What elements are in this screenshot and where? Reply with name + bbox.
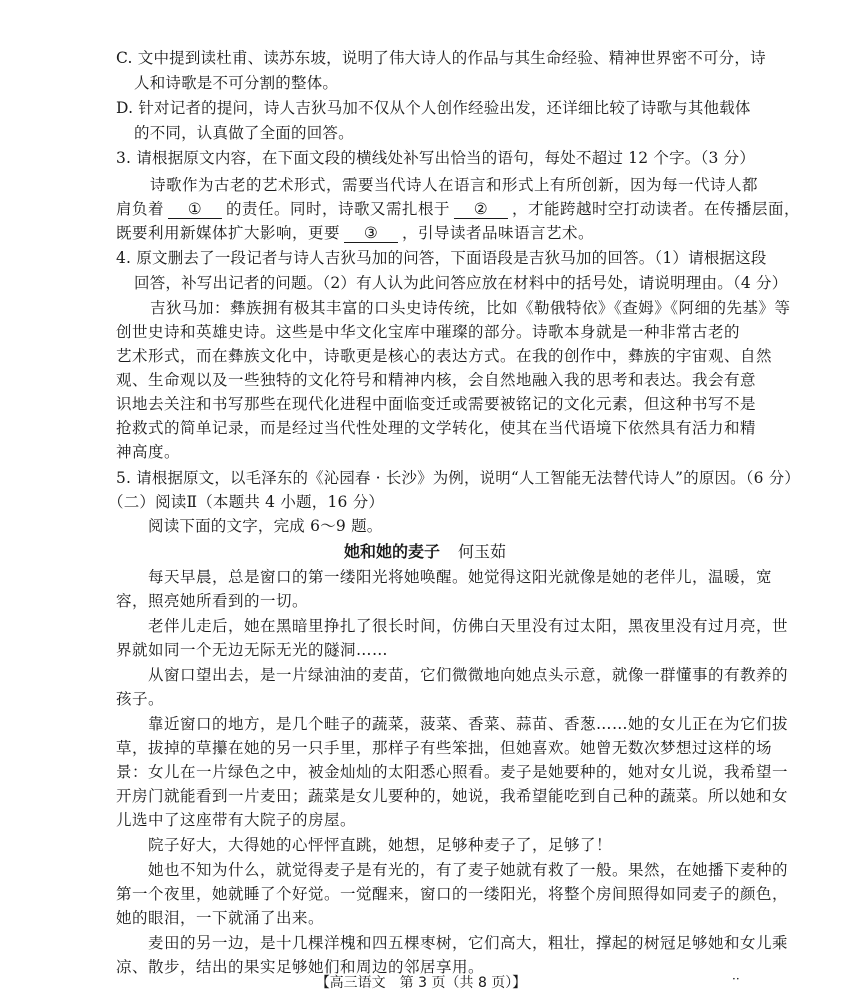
question-3-passage-line-3: 既要利用新媒体扩大影响，更要 ③ ，引导读者品味语言艺术。 (116, 224, 595, 242)
story-line-10: 开房门就能看到一片麦田；蔬菜是女儿要种的，她说，我希望能吃到自己种的蔬菜。所以她和女 (116, 787, 789, 805)
question-3-passage-line-1: 诗歌作为古老的艺术形式，需要当代诗人在语言和形式上有所创新，因为每一代诗人都 (150, 176, 759, 194)
story-line-12: 院子好大，大得她的心怦怦直跳，她想，足够种麦子了，足够了！ (148, 836, 613, 854)
story-line-17: 凉、散步，结出的果实足够她们和周边的邻居享用。 (116, 958, 485, 976)
option-d-line-1: D. 针对记者的提问，诗人吉狄马加不仅从个人创作经验出发，还详细比较了诗歌与其他载体 (116, 99, 751, 117)
blank-1: ① (168, 200, 222, 219)
quote-line-7: 神高度。 (116, 443, 181, 461)
quote-line-1: 吉狄马加：彝族拥有极其丰富的口头史诗传统，比如《勒俄特依》《查姆》《阿细的先基》等 (150, 299, 791, 317)
story-line-11: 儿选中了这座带有大院子的房屋。 (116, 811, 357, 829)
story-line-9: 景：女儿在一片绿色之中，被金灿灿的太阳悉心照看。麦子是她要种的，她对女儿说，我希望一 (116, 763, 789, 781)
story-title: 她和她的麦子 何玉茹 (344, 542, 507, 561)
page-footer: 【高三语文 第 3 页（共 8 页）】 (315, 975, 527, 991)
story-line-7: 靠近窗口的地方，是几个畦子的蔬菜，菠菜、香菜、蒜苗、香葱……她的女儿正在为它们拔 (148, 715, 789, 733)
story-line-6: 孩子。 (116, 690, 165, 708)
question-3-passage-line-2: 肩负着 ① 的责任。同时，诗歌又需扎根于 ② ，才能跨越时空打动读者。在传播层面， (116, 200, 800, 218)
story-line-16: 麦田的另一边，是十几棵洋槐和四五棵枣树，它们高大，粗壮，撑起的树冠足够她和女儿乘 (148, 934, 789, 952)
question-4-stem-line-1: 4. 原文删去了一段记者与诗人吉狄马加的问答，下面语段是吉狄马加的回答。（1）请根据这段 (116, 249, 767, 267)
question-3-stem: 3. 请根据原文内容，在下面文段的横线处补写出恰当的语句，每处不超过 12 个字。（3 分） (116, 149, 756, 167)
quote-line-3: 艺术形式，而在彝族文化中，诗歌更是核心的表达方式。在我的创作中，彝族的宇宙观、自然 (116, 347, 773, 365)
story-author: 何玉茹 (458, 542, 507, 561)
question-5: 5. 请根据原文，以毛泽东的《沁园春 · 长沙》为例，说明“人工智能无法替代诗人”的原因。（6 分） (116, 469, 801, 487)
question-4-stem-line-2: 回答，补写出记者的问题。（2）有人认为此问答应放在材料中的括号处，请说明理由。（4 分） (134, 274, 788, 292)
story-line-2: 容，照亮她所看到的一切。 (116, 592, 309, 610)
story-line-13: 她也不知为什么，就觉得麦子是有光的，有了麦子她就有救了一般。果然，在她播下麦种的 (148, 861, 789, 879)
option-d-line-2: 的不同，认真做了全面的回答。 (134, 124, 354, 142)
quote-line-6: 抢救式的简单记录，而是经过当代性处理的文学转化，使其在当代语境下依然具有活力和精 (116, 419, 757, 437)
blank-3: ③ (344, 224, 398, 243)
story-line-1: 每天早晨，总是窗口的第一缕阳光将她唤醒。她觉得这阳光就像是她的老伴儿，温暖，宽 (148, 568, 773, 586)
story-line-5: 从窗口望出去，是一片绿油油的麦苗，它们微微地向她点头示意，就像一群懂事的有教养的 (148, 666, 789, 684)
footer-mark: ·· (732, 972, 740, 986)
option-c-line-1: C. 文中提到读杜甫、读苏东坡，说明了伟大诗人的作品与其生命经验、精神世界密不可分，诗 (116, 49, 766, 67)
blank-2: ② (454, 200, 508, 219)
quote-line-4: 观、生命观以及一些独特的文化符号和精神内核，会自然地融入我的思考和表达。我会有意 (116, 371, 757, 389)
story-line-4: 界就如同一个无边无际无光的隧洞…… (116, 641, 389, 659)
story-line-15: 她的眼泪，一下就涌了出来。 (116, 909, 325, 927)
quote-line-2: 创世史诗和英雄史诗。这些是中华文化宝库中璀璨的部分。诗歌本身就是一种非常古老的 (116, 323, 741, 341)
section-2-heading: （二）阅读Ⅱ（本题共 4 小题，16 分） (108, 493, 385, 511)
reading-instruction: 阅读下面的文字，完成 6～9 题。 (148, 517, 383, 535)
option-c-line-2: 人和诗歌是不可分割的整体。 (134, 74, 339, 92)
story-line-14: 第一个夜里，她就睡了个好觉。一觉醒来，窗口的一缕阳光，将整个房间照得如同麦子的颜色， (116, 885, 789, 903)
quote-line-5: 识地去关注和书写那些在现代化进程中面临变迁或需要被铭记的文化元素，但这种书写不是 (116, 395, 757, 413)
story-line-3: 老伴儿走后，她在黑暗里挣扎了很长时间，仿佛白天里没有过太阳，黑夜里没有过月亮，世 (148, 617, 789, 635)
story-line-8: 草，拔掉的草攥在她的另一只手里，那样子有些笨拙，但她喜欢。她曾无数次梦想过这样的场 (116, 739, 773, 757)
